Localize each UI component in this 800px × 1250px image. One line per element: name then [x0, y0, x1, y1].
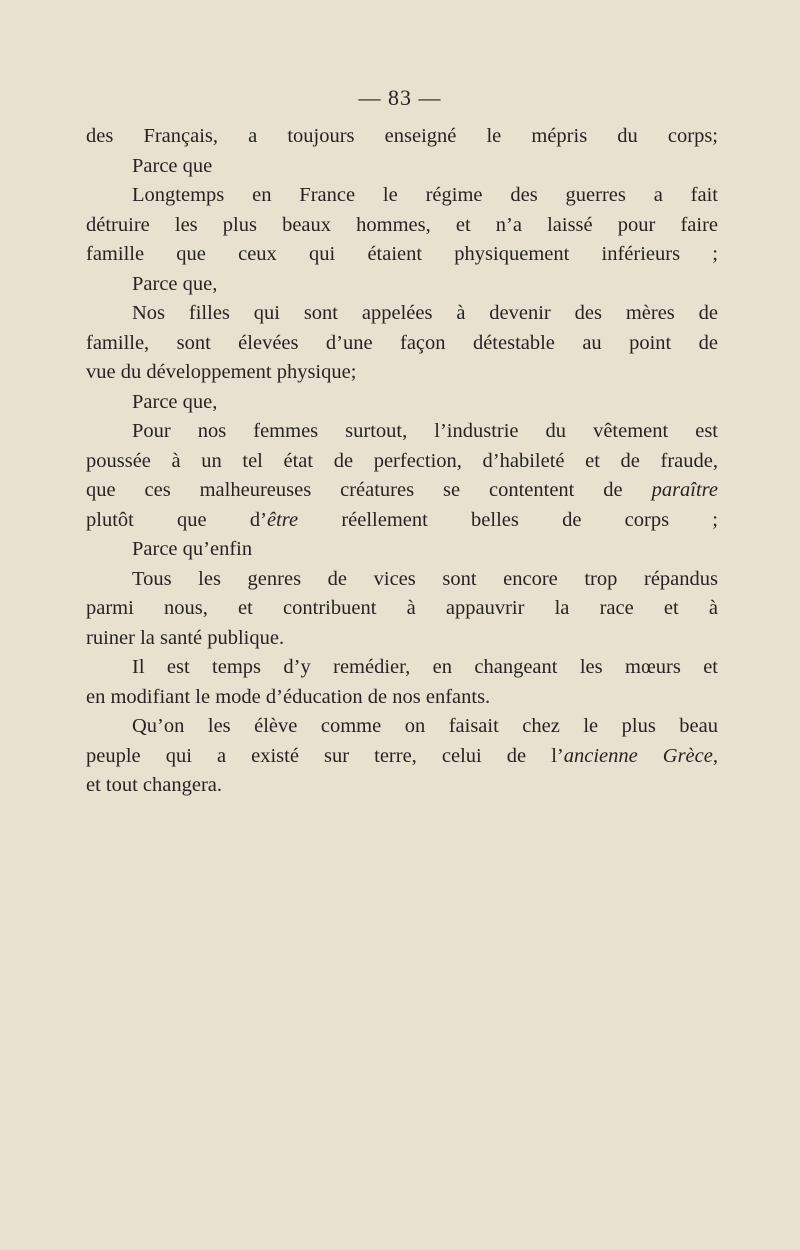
text-line: vue du développement physique;: [86, 361, 357, 383]
text-line: Pour nos femmes surtout, l’industrie du vêtement est: [132, 420, 718, 442]
text-line: Nos filles qui sont appelées à devenir des mères de: [132, 302, 718, 324]
page-number: — 83 —: [358, 85, 442, 110]
text-line: [86, 742, 718, 772]
text-line: Tous les genres de vices sont encore trop répandus: [132, 567, 718, 590]
body-text: [86, 122, 718, 801]
text-line: poussée à un tel état de perfection, d’habileté et de fraude,: [86, 449, 718, 472]
text-line: des Français, a toujours enseigné le mépris du corps;: [86, 125, 718, 147]
text-line: Parce que,: [132, 272, 218, 295]
text-segment: que ces malheureuses créatures se contentent de: [86, 479, 652, 501]
text-line: Il est temps d’y remédier, en changeant les mœurs et: [132, 656, 718, 678]
text-line: en modifiant le mode d’éducation de nos enfants.: [86, 685, 491, 708]
text-line: Parce que,: [132, 390, 218, 413]
text-line: famille que ceux qui étaient physiquement inférieurs ;: [86, 243, 718, 265]
text-line: Parce que: [132, 154, 213, 177]
text-line: [86, 476, 718, 506]
text-line: Parce qu’enfin: [132, 538, 253, 560]
italic-word: paraître: [651, 479, 718, 501]
text-line: ruiner la santé publique.: [86, 626, 285, 649]
text-line: famille, sont élevées d’une façon détestable au point de: [86, 331, 718, 354]
text-line: détruire les plus beaux hommes, et n’a laissé pour faire: [86, 213, 718, 236]
italic-word: être: [266, 508, 299, 531]
text-segment: réellement belles de corps ;: [298, 508, 718, 531]
text-line: Longtemps en France le régime des guerres a fait: [132, 184, 718, 206]
text-line: [86, 506, 718, 536]
text-line: parmi nous, et contribuent à appauvrir la race et à: [86, 597, 718, 619]
text-segment: peuple qui a existé sur terre, celui de l’: [86, 744, 564, 767]
text-line: et tout changera.: [86, 774, 223, 796]
text-line: Qu’on les élève comme on faisait chez le plus beau: [132, 715, 718, 737]
italic-phrase: ancienne Grèce,: [563, 744, 718, 767]
text-segment: plutôt que d’: [86, 508, 267, 531]
